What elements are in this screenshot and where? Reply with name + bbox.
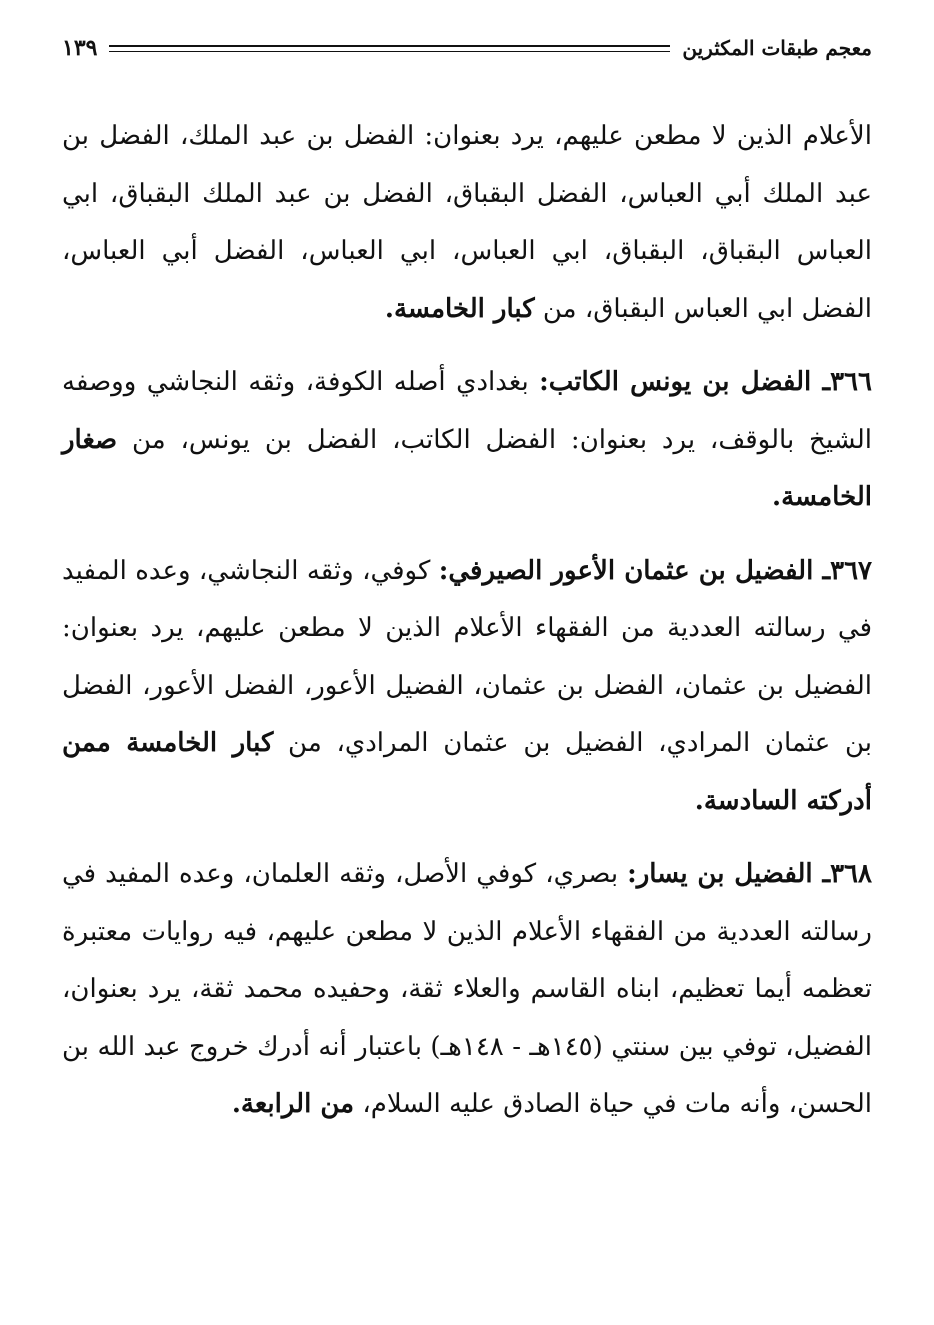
paragraph-text: الأعلام الذين لا مطعن عليهم، يرد بعنوان: الفضل بن عبد الملك، الفضل بن عبد الملك أبي العباس، الفضل البقباق، الفضل بن عبد الملك البقباق، ابي العباس البقباق، البقباق، ابي العباس، ابي العباس، الفضل أبي العباس، الفضل ابي العباس البقباق، من: [62, 121, 872, 324]
entry-number: ٣٦٦: [830, 367, 872, 397]
entry-text: بغدادي أصله الكوفة، وثقه النجاشي ووصفه الشيخ بالوقف، يرد بعنوان: الفضل الكاتب، الفضل بن يونس، من: [62, 367, 872, 455]
entry-text: كوفي، وثقه النجاشي، وعده المفيد في رسالته العددية من الفقهاء الأعلام الذين لا مطعن عليهم، يرد بعنوان: الفضيل بن عثمان، الفضل بن عثمان، الفضيل الأعور، الفضل الأعور، الفضل بن عثمان المرادي، الفضيل بن عثمان المرادي، من: [62, 555, 873, 758]
entry-number: ٣٦٨: [830, 859, 872, 889]
header-rule: [109, 45, 670, 52]
entry-name: الفضيل بن عثمان الأعور الصيرفي:: [438, 555, 814, 586]
entry-dash: ـ: [812, 859, 831, 889]
paragraph-tail: كبار الخامسة.: [384, 293, 535, 324]
page-number: ١٣٩: [62, 35, 98, 61]
entry-name: الفضيل بن يسار:: [627, 859, 813, 889]
paragraph-continuation: [62, 108, 872, 338]
running-header: [62, 30, 872, 66]
entry-number: ٣٦٧: [830, 555, 873, 586]
entry-tail: من الرابعة.: [231, 1089, 355, 1119]
entry-name: الفضل بن يونس الكاتب:: [539, 367, 812, 397]
page-body: [62, 108, 872, 1150]
entry-368: [62, 846, 872, 1134]
entry-text: بصري، كوفي الأصل، وثقه العلمان، وعده المفيد في رسالته العددية من الفقهاء الأعلام الذين لا مطعن عليهم، فيه روايات معتبرة تعظمه أيما تعظيم، ابناه القاسم والعلاء ثقة، وحفيده محمد ثقة، يرد بعنوان، الفضيل، توفي بين سنتي (١٤٥هـ - ١٤٨هـ) باعتبار أنه أدرك خروج عبد الله بن الحسن، وأنه مات في حياة الصادق عليه السلام،: [62, 859, 872, 1119]
entry-366: [62, 354, 872, 527]
entry-367: [62, 543, 872, 831]
header-title: معجم طبقات المكثرين: [682, 36, 872, 60]
entry-dash: ـ: [813, 555, 831, 586]
entry-dash: ـ: [811, 367, 831, 397]
entry-tail: صغار الخامسة.: [62, 424, 872, 512]
entry-tail: كبار الخامسة ممن أدركته السادسة.: [62, 728, 872, 816]
